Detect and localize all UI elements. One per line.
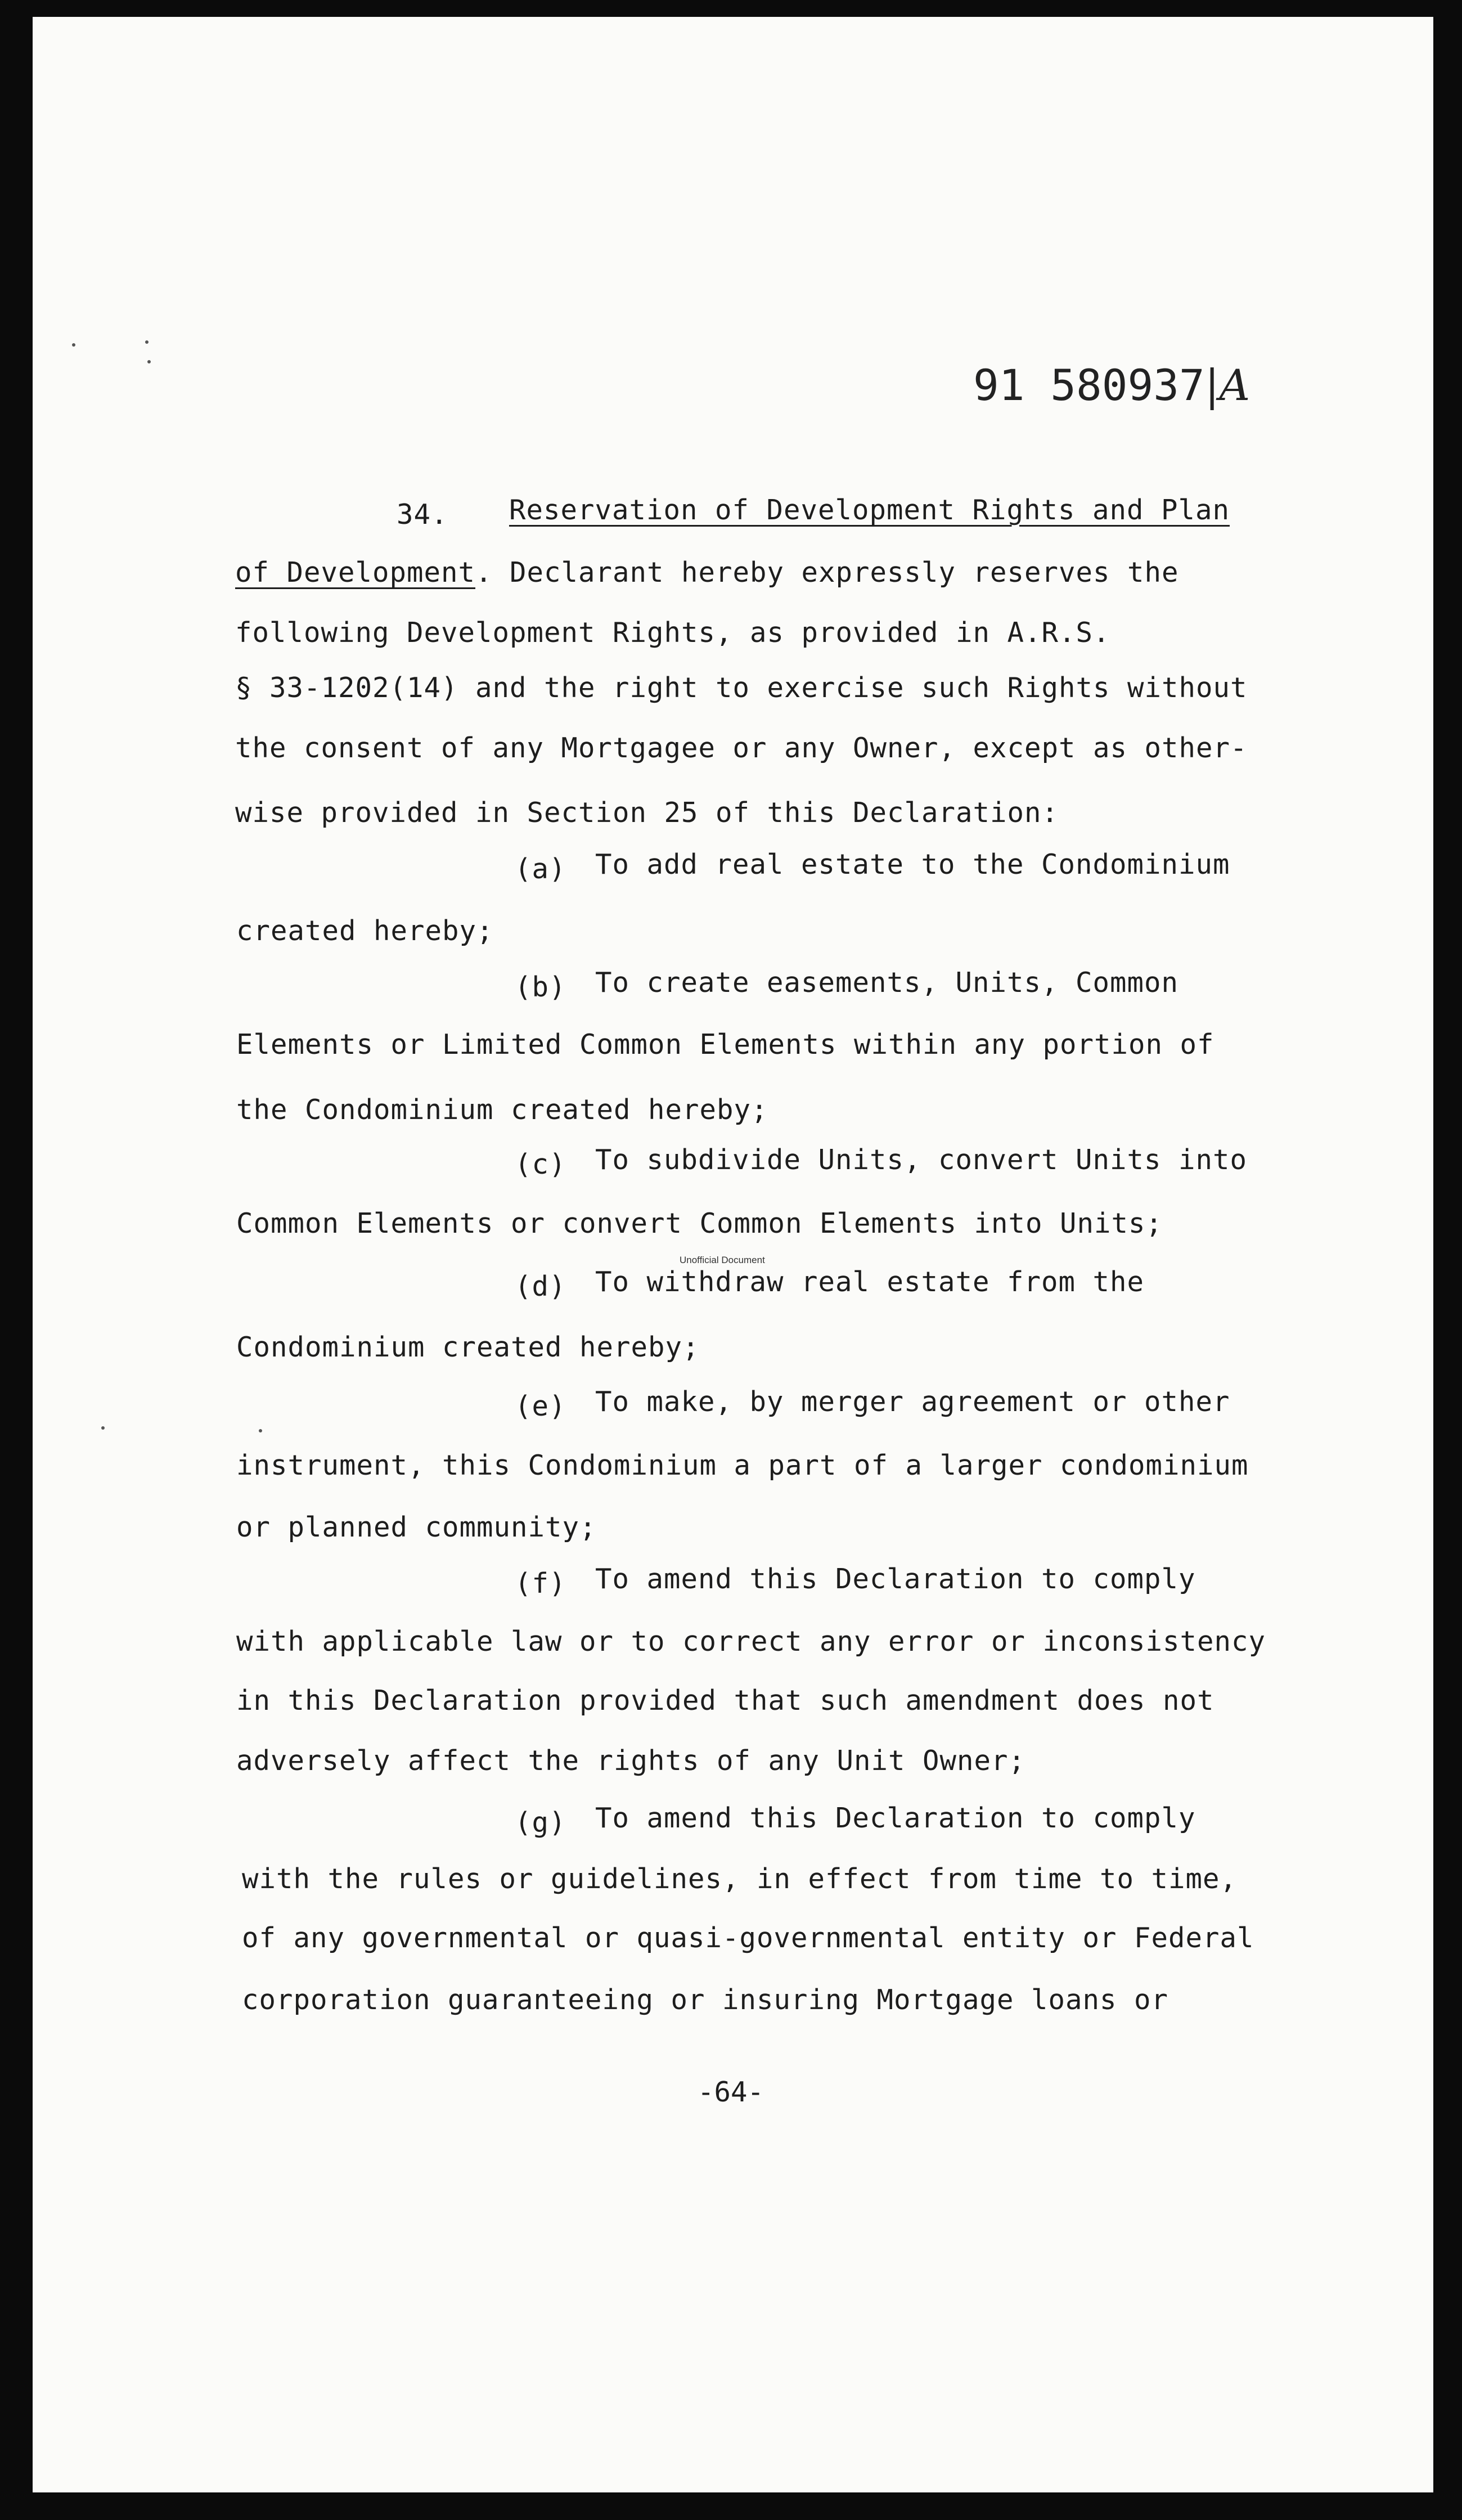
document-number [973, 360, 1250, 410]
scan-speck [145, 340, 149, 344]
intro-line: the consent of any Mortgagee or any Owner, except as other- [235, 732, 1248, 764]
item-g-line: To amend this Declaration to comply [595, 1802, 1196, 1834]
item-label-f: (f) [515, 1567, 566, 1600]
item-f-line: in this Declaration provided that such amendment does not [236, 1685, 1214, 1717]
item-c-line: To subdivide Units, convert Units into [595, 1144, 1248, 1176]
section-heading-line2: of Development [235, 556, 476, 589]
watermark: Unofficial Document [680, 1255, 765, 1265]
item-label-d: (d) [515, 1270, 566, 1302]
item-g-line: of any governmental or quasi-governmental entity or Federal [242, 1922, 1254, 1954]
item-f-line: adversely affect the rights of any Unit Owner; [236, 1745, 1026, 1777]
section-heading-line1: Reservation of Development Rights and Plan [509, 494, 1230, 526]
item-d-line: To withdraw real estate from the [595, 1266, 1145, 1298]
scan-speck [101, 1426, 105, 1430]
item-label-c: (c) [515, 1148, 566, 1180]
scan-speck [72, 343, 75, 347]
intro-line1: . Declarant hereby expressly reserves the [475, 556, 1179, 589]
scan-edge-right [1434, 0, 1462, 2520]
intro-line: following Development Rights, as provided in A.R.S. [235, 617, 1110, 649]
item-label-g: (g) [515, 1807, 566, 1839]
item-e-line: instrument, this Condominium a part of a larger condominium [236, 1449, 1249, 1481]
item-a-line: To add real estate to the Condominium [595, 848, 1230, 881]
item-b-line: To create easements, Units, Common [595, 967, 1179, 999]
intro-line: wise provided in Section 25 of this Declaration: [235, 797, 1059, 829]
item-b-line: the Condominium created hereby; [236, 1094, 768, 1126]
section-heading-line2-row [235, 556, 1179, 589]
item-d-line: Condominium created hereby; [236, 1331, 700, 1363]
item-g-line: with the rules or guidelines, in effect from time to time, [242, 1863, 1238, 1895]
scan-edge-bottom [0, 2493, 1462, 2520]
document-number-suffix: |A [1204, 360, 1250, 410]
document-number-text: 91 580937 [973, 360, 1205, 410]
item-b-line: Elements or Limited Common Elements within any portion of [236, 1028, 1214, 1061]
item-g-line: corporation guaranteeing or insuring Mortgage loans or [242, 1984, 1169, 2016]
scan-edge-left [0, 0, 33, 2520]
item-label-e: (e) [515, 1390, 566, 1422]
item-e-line: or planned community; [236, 1511, 597, 1543]
item-c-line: Common Elements or convert Common Elements into Units; [236, 1207, 1163, 1239]
item-f-line: with applicable law or to correct any error or inconsistency [236, 1625, 1266, 1657]
item-f-line: To amend this Declaration to comply [595, 1563, 1196, 1595]
item-a-line: created hereby; [236, 915, 494, 947]
page-number: -64- [698, 2076, 764, 2108]
item-label-a: (a) [515, 853, 566, 885]
scan-speck [259, 1429, 262, 1432]
scan-speck [147, 360, 151, 363]
section-number: 34. [397, 498, 448, 531]
item-e-line: To make, by merger agreement or other [595, 1386, 1230, 1418]
intro-line: § 33-1202(14) and the right to exercise such Rights without [235, 672, 1248, 704]
item-label-b: (b) [515, 971, 566, 1003]
